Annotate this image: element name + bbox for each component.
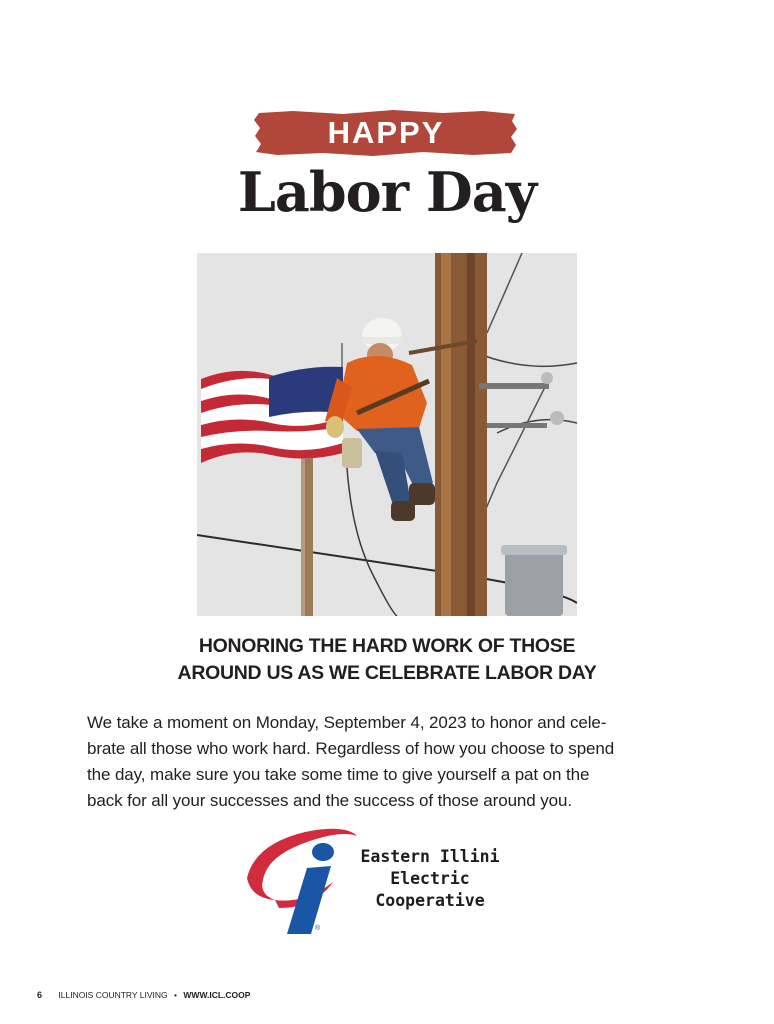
happy-label: HAPPY bbox=[327, 115, 445, 150]
headline bbox=[60, 633, 714, 687]
body-paragraph bbox=[87, 710, 697, 814]
svg-text:®: ® bbox=[315, 925, 321, 932]
body-line-3: the day, make sure you take some time to give yourself a pat on the bbox=[87, 765, 590, 784]
happy-banner bbox=[253, 109, 519, 157]
logo-line-3: Cooperative bbox=[375, 891, 485, 910]
body-line-2: brate all those who work hard. Regardless of how you choose to spend bbox=[87, 739, 615, 758]
headline-line-2: AROUND US AS WE CELEBRATE LABOR DAY bbox=[177, 662, 597, 684]
eastern-illini-logo bbox=[245, 822, 545, 937]
body-line-4: back for all your successes and the success of those around you. bbox=[87, 791, 572, 810]
lineman-photo bbox=[197, 253, 577, 616]
logo-line-1: Eastern Illini bbox=[360, 847, 500, 866]
page-title: Labor Day bbox=[237, 160, 537, 224]
publication-name: ILLINOIS COUNTRY LIVING bbox=[58, 990, 168, 1000]
page-number: 6 bbox=[37, 990, 43, 1000]
logo-wordmark bbox=[345, 846, 515, 912]
headline-line-1: HONORING THE HARD WORK OF THOSE bbox=[198, 635, 576, 657]
footer-bullet: • bbox=[174, 990, 178, 1000]
page-footer bbox=[37, 990, 250, 1000]
logo-line-2: Electric bbox=[390, 869, 470, 888]
body-line-1: We take a moment on Monday, September 4, 2023 to honor and cele- bbox=[87, 713, 607, 732]
footer-url[interactable]: WWW.ICL.COOP bbox=[183, 990, 251, 1000]
